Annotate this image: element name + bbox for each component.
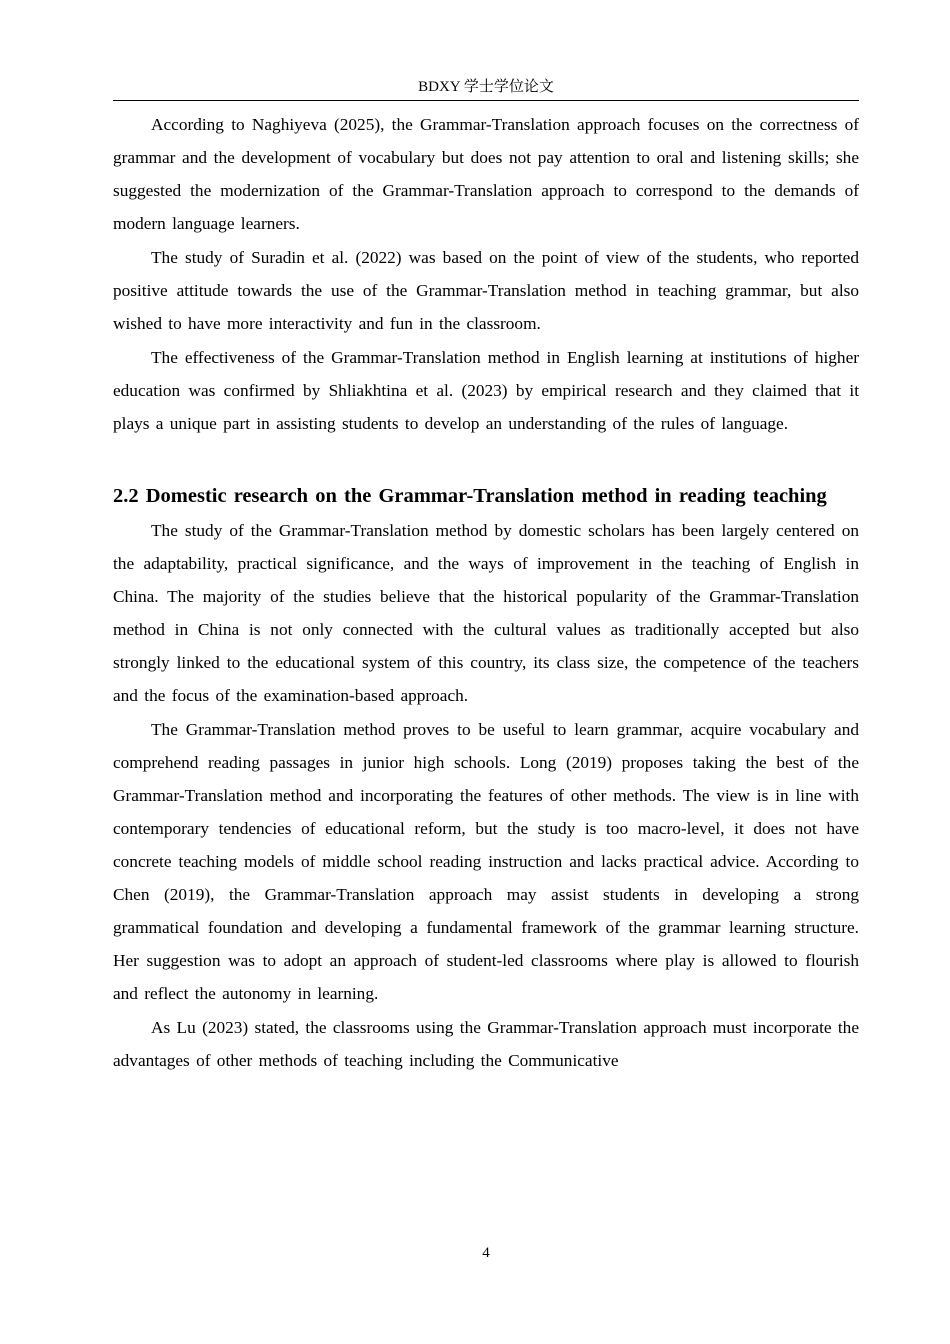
running-header: BDXY 学士学位论文 xyxy=(418,79,554,95)
section-heading-2-2: 2.2 Domestic research on the Grammar-Translation method in reading teaching xyxy=(113,485,827,507)
paragraph-lu: As Lu (2023) stated, the classrooms using the Grammar-Translation approach must incorporate the advantages of other methods of teaching including the Communicative xyxy=(113,1018,859,1070)
paragraph-domestic-overview: The study of the Grammar-Translation method by domestic scholars has been largely centered on the adaptability, practical significance, and the ways of improvement in the teaching of English in China. The majority of the studies believe that the historical popularity of the Grammar-Translation method in China is not only connected with the cultural values as traditionally accepted but also strongly linked to the educational system of this country, its class size, the competence of the teachers and the focus of the examination-based approach. xyxy=(113,521,859,705)
header-rule xyxy=(113,100,859,101)
paragraph-naghiyeva: According to Naghiyeva (2025), the Grammar-Translation approach focuses on the correctness of grammar and the development of vocabulary but does not pay attention to oral and listening skills; she suggested the modernization of the Grammar-Translation approach to correspond to the demands of modern language learners. xyxy=(113,115,859,233)
paragraph-junior-high: The Grammar-Translation method proves to be useful to learn grammar, acquire vocabulary and comprehend reading passages in junior high schools. Long (2019) proposes taking the best of the Grammar-Translation method and incorporating the features of other methods. The view is in line with contemporary tendencies of educational reform, but the study is too macro-level, it does not have concrete teaching models of middle school reading instruction and lacks practical advice. According to Chen (2019), the Grammar-Translation approach may assist students in developing a strong grammatical foundation and developing a fundamental framework of the grammar learning structure. Her suggestion was to adopt an approach of student-led classrooms where play is allowed to flourish and reflect the autonomy in learning. xyxy=(113,720,859,1003)
page-body xyxy=(113,108,859,1078)
paragraph-shliakhtina: The effectiveness of the Grammar-Translation method in English learning at institutions of higher education was confirmed by Shliakhtina et al. (2023) by empirical research and they claimed that it plays a unique part in assisting students to develop an understanding of the rules of language. xyxy=(113,348,859,433)
paragraph-suradin: The study of Suradin et al. (2022) was based on the point of view of the students, who reported positive attitude towards the use of the Grammar-Translation method in teaching grammar, but also wished to have more interactivity and fun in the classroom. xyxy=(113,248,859,333)
page-number: 4 xyxy=(482,1245,490,1261)
